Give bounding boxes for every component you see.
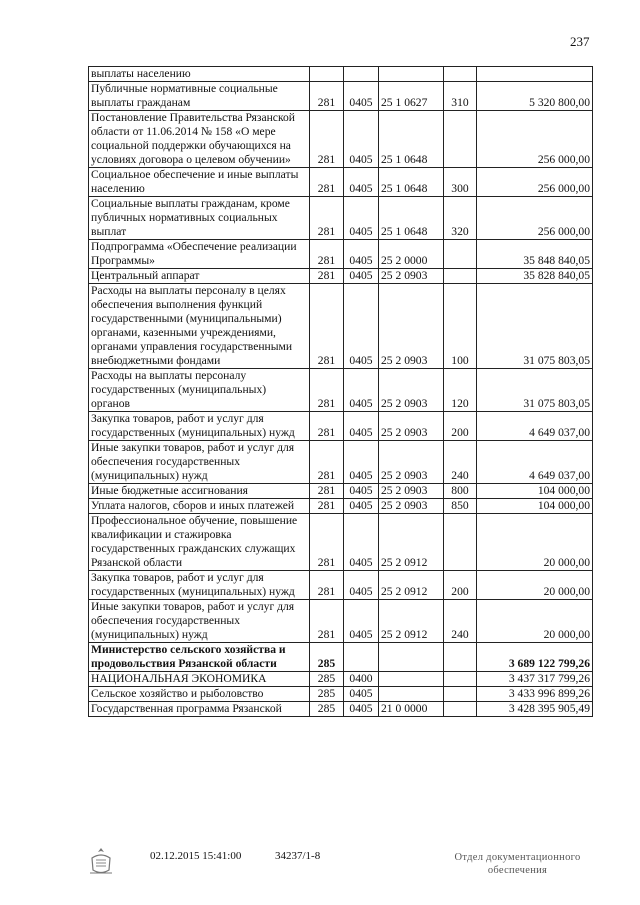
cell-target-article: 25 2 0903 (379, 441, 444, 484)
cell-target-article: 25 2 0903 (379, 269, 444, 284)
cell-name: Иные бюджетные ассигнования (89, 484, 310, 499)
cell-section-code: 0405 (344, 284, 379, 369)
table-row (89, 514, 593, 571)
table-row (89, 197, 593, 240)
table-row (89, 441, 593, 484)
table-row (89, 702, 593, 717)
cell-name: Расходы на выплаты персоналу в целях обеспечения выполнения функций государственными (муниципальными) органами, казенными учреждениями, органами управления государственными внебюджетными фондами (89, 284, 310, 369)
table-row (89, 168, 593, 197)
cell-expense-type: 120 (444, 369, 477, 412)
cell-target-article: 25 2 0903 (379, 284, 444, 369)
cell-expense-type: 200 (444, 571, 477, 600)
cell-expense-type: 240 (444, 441, 477, 484)
cell-ministry-code: 281 (310, 499, 344, 514)
cell-amount: 4 649 037,00 (477, 412, 593, 441)
cell-name: Государственная программа Рязанской (89, 702, 310, 717)
cell-section-code: 0405 (344, 369, 379, 412)
cell-amount: 256 000,00 (477, 197, 593, 240)
table-row (89, 240, 593, 269)
cell-target-article: 25 2 0912 (379, 514, 444, 571)
cell-name: НАЦИОНАЛЬНАЯ ЭКОНОМИКА (89, 672, 310, 687)
cell-section-code: 0405 (344, 240, 379, 269)
cell-name: Сельское хозяйство и рыболовство (89, 687, 310, 702)
cell-ministry-code: 281 (310, 441, 344, 484)
cell-amount: 35 828 840,05 (477, 269, 593, 284)
cell-target-article: 25 2 0912 (379, 571, 444, 600)
cell-target-article: 25 1 0648 (379, 111, 444, 168)
cell-target-article: 25 1 0648 (379, 197, 444, 240)
cell-section-code: 0405 (344, 269, 379, 284)
cell-target-article: 25 2 0903 (379, 484, 444, 499)
budget-table-body (89, 67, 593, 717)
footer-date: 02.12.2015 15:41:00 (150, 850, 242, 862)
cell-name: Закупка товаров, работ и услуг для государственных (муниципальных) нужд (89, 571, 310, 600)
cell-ministry-code: 281 (310, 484, 344, 499)
cell-section-code: 0405 (344, 197, 379, 240)
cell-ministry-code: 281 (310, 269, 344, 284)
cell-expense-type: 240 (444, 600, 477, 643)
cell-name: Министерство сельского хозяйства и продовольствия Рязанской области (89, 643, 310, 672)
cell-amount: 104 000,00 (477, 484, 593, 499)
cell-target-article: 25 2 0912 (379, 600, 444, 643)
cell-section-code: 0405 (344, 571, 379, 600)
table-row (89, 269, 593, 284)
cell-section-code: 0405 (344, 484, 379, 499)
cell-target-article (379, 643, 444, 672)
cell-name: Закупка товаров, работ и услуг для государственных (муниципальных) нужд (89, 412, 310, 441)
footer-department-stamp: Отдел документационного обеспечения (454, 852, 581, 876)
cell-name: Социальное обеспечение и иные выплаты населению (89, 168, 310, 197)
table-row (89, 82, 593, 111)
cell-amount: 3 428 395 905,49 (477, 702, 593, 717)
cell-amount: 3 689 122 799,26 (477, 643, 593, 672)
table-row (89, 643, 593, 672)
cell-name: Постановление Правительства Рязанской области от 11.06.2014 № 158 «О мере социальной поддержки обучающихся на условиях договора о целевом обучении» (89, 111, 310, 168)
cell-target-article (379, 687, 444, 702)
table-row (89, 499, 593, 514)
table-row (89, 672, 593, 687)
cell-amount (477, 67, 593, 82)
cell-ministry-code: 285 (310, 687, 344, 702)
cell-target-article: 25 2 0903 (379, 369, 444, 412)
cell-section-code: 0405 (344, 687, 379, 702)
cell-section-code: 0405 (344, 514, 379, 571)
budget-table (88, 66, 593, 717)
cell-expense-type: 300 (444, 168, 477, 197)
cell-name: Профессиональное обучение, повышение квалификации и стажировка государственных гражданских служащих Рязанской области (89, 514, 310, 571)
cell-ministry-code: 285 (310, 672, 344, 687)
cell-ministry-code: 285 (310, 643, 344, 672)
cell-name: Социальные выплаты гражданам, кроме публичных нормативных социальных выплат (89, 197, 310, 240)
cell-section-code (344, 643, 379, 672)
cell-expense-type: 100 (444, 284, 477, 369)
cell-ministry-code: 285 (310, 702, 344, 717)
table-row (89, 284, 593, 369)
cell-target-article: 25 1 0648 (379, 168, 444, 197)
cell-expense-type: 850 (444, 499, 477, 514)
cell-target-article: 25 2 0903 (379, 412, 444, 441)
cell-section-code: 0405 (344, 412, 379, 441)
cell-amount: 256 000,00 (477, 168, 593, 197)
cell-expense-type: 200 (444, 412, 477, 441)
cell-expense-type (444, 643, 477, 672)
cell-target-article (379, 67, 444, 82)
cell-section-code: 0405 (344, 600, 379, 643)
footer-code: 34237/1-8 (275, 850, 321, 862)
cell-expense-type (444, 67, 477, 82)
cell-expense-type (444, 687, 477, 702)
cell-ministry-code: 281 (310, 369, 344, 412)
table-row (89, 571, 593, 600)
table-row (89, 67, 593, 82)
cell-section-code: 0400 (344, 672, 379, 687)
cell-ministry-code: 281 (310, 240, 344, 269)
cell-target-article: 21 0 0000 (379, 702, 444, 717)
cell-amount: 256 000,00 (477, 111, 593, 168)
cell-section-code: 0405 (344, 441, 379, 484)
page-number: 237 (570, 34, 590, 49)
cell-ministry-code: 281 (310, 82, 344, 111)
cell-name: Публичные нормативные социальные выплаты гражданам (89, 82, 310, 111)
table-row (89, 484, 593, 499)
cell-ministry-code: 281 (310, 600, 344, 643)
cell-amount: 20 000,00 (477, 571, 593, 600)
cell-expense-type (444, 111, 477, 168)
cell-amount: 20 000,00 (477, 514, 593, 571)
cell-expense-type: 320 (444, 197, 477, 240)
cell-name: Подпрограмма «Обеспечение реализации Программы» (89, 240, 310, 269)
cell-section-code: 0405 (344, 82, 379, 111)
cell-section-code: 0405 (344, 499, 379, 514)
cell-expense-type (444, 269, 477, 284)
cell-target-article: 25 1 0627 (379, 82, 444, 111)
cell-ministry-code: 281 (310, 284, 344, 369)
cell-ministry-code (310, 67, 344, 82)
cell-amount: 31 075 803,05 (477, 369, 593, 412)
cell-ministry-code: 281 (310, 571, 344, 600)
cell-name: Иные закупки товаров, работ и услуг для обеспечения государственных (муниципальных) нужд (89, 600, 310, 643)
table-row (89, 111, 593, 168)
table-row (89, 687, 593, 702)
cell-ministry-code: 281 (310, 514, 344, 571)
table-row (89, 369, 593, 412)
cell-ministry-code: 281 (310, 197, 344, 240)
cell-target-article (379, 672, 444, 687)
cell-expense-type (444, 240, 477, 269)
cell-section-code (344, 67, 379, 82)
cell-target-article: 25 2 0000 (379, 240, 444, 269)
cell-name: Уплата налогов, сборов и иных платежей (89, 499, 310, 514)
cell-ministry-code: 281 (310, 111, 344, 168)
cell-amount: 104 000,00 (477, 499, 593, 514)
cell-section-code: 0405 (344, 168, 379, 197)
cell-amount: 4 649 037,00 (477, 441, 593, 484)
cell-amount: 31 075 803,05 (477, 284, 593, 369)
table-row (89, 600, 593, 643)
cell-expense-type: 800 (444, 484, 477, 499)
cell-ministry-code: 281 (310, 168, 344, 197)
cell-section-code: 0405 (344, 111, 379, 168)
table-row (89, 412, 593, 441)
cell-amount: 3 437 317 799,26 (477, 672, 593, 687)
cell-name: Расходы на выплаты персоналу государственных (муниципальных) органов (89, 369, 310, 412)
cell-expense-type: 310 (444, 82, 477, 111)
cell-name: Иные закупки товаров, работ и услуг для обеспечения государственных (муниципальных) нужд (89, 441, 310, 484)
cell-ministry-code: 281 (310, 412, 344, 441)
cell-amount: 3 433 996 899,26 (477, 687, 593, 702)
cell-name: выплаты населению (89, 67, 310, 82)
cell-section-code: 0405 (344, 702, 379, 717)
cell-amount: 5 320 800,00 (477, 82, 593, 111)
cell-expense-type (444, 702, 477, 717)
cell-amount: 20 000,00 (477, 600, 593, 643)
cell-expense-type (444, 672, 477, 687)
cell-target-article: 25 2 0903 (379, 499, 444, 514)
cell-name: Центральный аппарат (89, 269, 310, 284)
cell-expense-type (444, 514, 477, 571)
cell-amount: 35 848 840,05 (477, 240, 593, 269)
coat-of-arms-icon (88, 846, 114, 876)
